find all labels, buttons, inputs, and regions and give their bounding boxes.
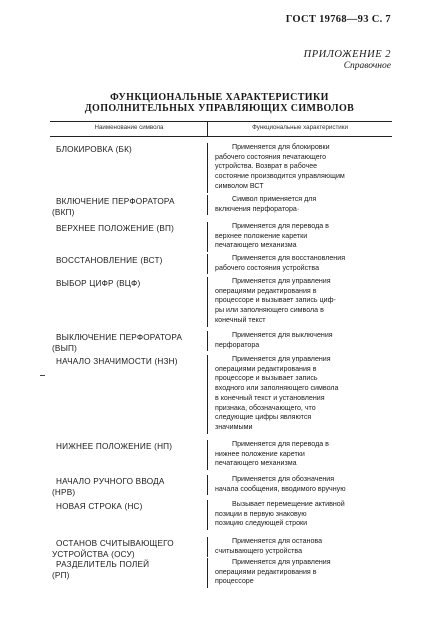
symbol-description bbox=[215, 500, 395, 529]
symbol-name bbox=[52, 223, 202, 234]
symbol-description-line: начала сообщения, вводимого вручную bbox=[215, 484, 346, 493]
description-bracket bbox=[207, 500, 211, 530]
symbol-description-line: Применяется для восстановления bbox=[232, 254, 346, 262]
symbol-name bbox=[52, 356, 202, 367]
description-bracket bbox=[207, 277, 211, 327]
symbol-name-line: (ВКП) bbox=[52, 208, 75, 217]
margin-mark bbox=[40, 375, 45, 376]
symbol-description-line: позицию следующей строки bbox=[215, 519, 308, 528]
symbol-description-line: ры или заполняющего символа в bbox=[215, 306, 324, 315]
description-bracket bbox=[207, 558, 211, 588]
symbol-name-line: ВЕРХНЕЕ ПОЛОЖЕНИЕ (ВП) bbox=[56, 224, 175, 233]
description-bracket bbox=[207, 254, 211, 274]
symbol-name bbox=[52, 441, 202, 452]
symbol-name-line: ОСТАНОВ СЧИТЫВАЮЩЕГО bbox=[56, 539, 174, 548]
symbol-name-line: ВЫКЛЮЧЕНИЕ ПЕРФОРАТОРА bbox=[56, 333, 183, 342]
symbol-description-line: признака, обозначающего, что bbox=[215, 403, 316, 412]
symbol-name bbox=[52, 144, 202, 155]
symbol-name bbox=[52, 332, 202, 354]
table-header-divider bbox=[207, 121, 208, 136]
symbol-description-line: операциями редактирования в bbox=[215, 364, 317, 373]
description-bracket bbox=[207, 440, 211, 470]
symbol-description-line: значимыми bbox=[215, 422, 253, 431]
document-title-line1: ФУНКЦИОНАЛЬНЫЕ ХАРАКТЕРИСТИКИ bbox=[110, 92, 329, 103]
description-bracket bbox=[207, 331, 211, 351]
symbol-name bbox=[52, 196, 202, 218]
symbol-description bbox=[215, 331, 395, 350]
symbol-description bbox=[215, 558, 395, 587]
symbol-name bbox=[52, 255, 202, 266]
symbol-name-line: НОВАЯ СТРОКА (НС) bbox=[56, 502, 143, 511]
symbol-name-line: ВОССТАНОВЛЕНИЕ (ВСТ) bbox=[56, 256, 163, 265]
symbol-description-line: Вызывает перемещение активной bbox=[232, 500, 345, 508]
symbol-description-line: символом ВСТ bbox=[215, 181, 264, 190]
symbol-name-line: РАЗДЕЛИТЕЛЬ ПОЛЕЙ bbox=[56, 560, 150, 569]
column-header-name: Наименование символа bbox=[94, 124, 164, 131]
appendix-note: Справочное bbox=[343, 61, 391, 71]
symbol-description-line: печатающего механизма bbox=[215, 459, 297, 468]
symbol-description bbox=[215, 254, 395, 273]
symbol-name-line: (НРВ) bbox=[52, 488, 76, 497]
symbol-name bbox=[52, 538, 202, 560]
symbol-name-line: ВКЛЮЧЕНИЕ ПЕРФОРАТОРА bbox=[56, 197, 175, 206]
symbol-name-line: НИЖНЕЕ ПОЛОЖЕНИЕ (НП) bbox=[56, 442, 173, 451]
symbol-name bbox=[52, 559, 202, 581]
document-title-line2: ДОПОЛНИТЕЛЬНЫХ УПРАВЛЯЮЩИХ СИМВОЛОВ bbox=[84, 103, 355, 114]
symbol-description-line: включения перфоратора· bbox=[215, 204, 300, 213]
symbol-description bbox=[215, 222, 395, 251]
symbol-description bbox=[215, 440, 395, 469]
description-bracket bbox=[207, 355, 211, 434]
symbol-description-line: Применяется для останова bbox=[232, 537, 323, 545]
symbol-description-line: Символ применяется для bbox=[232, 195, 317, 203]
appendix-title: ПРИЛОЖЕНИЕ 2 bbox=[303, 49, 391, 60]
symbol-description-line: процессоре и вызывает запись циф- bbox=[215, 296, 336, 305]
description-bracket bbox=[207, 537, 211, 557]
description-bracket bbox=[207, 222, 211, 252]
symbol-description-line: Применяется для блокировки bbox=[232, 143, 330, 151]
symbol-name-line: (ВЫП) bbox=[52, 344, 78, 353]
symbol-description-line: рабочего состояния печатающего bbox=[215, 152, 327, 161]
symbol-description-line: Применяется для управления bbox=[232, 558, 331, 566]
symbol-description-line: Применяется для обозначения bbox=[232, 475, 335, 483]
description-bracket bbox=[207, 143, 211, 193]
symbol-name bbox=[52, 278, 202, 289]
symbol-description-line: состояние производится управляющим bbox=[215, 172, 345, 181]
symbol-description bbox=[215, 277, 395, 326]
symbol-description-line: перфоратора bbox=[215, 340, 260, 349]
description-bracket bbox=[207, 195, 211, 215]
symbol-description-line: конечный текст bbox=[215, 315, 266, 324]
symbol-name-line: УСТРОЙСТВА (ОСУ) bbox=[52, 550, 135, 559]
symbol-description-line: входного или заполняющего символа bbox=[215, 384, 339, 393]
description-bracket bbox=[207, 475, 211, 495]
symbol-name-line: (РП) bbox=[52, 571, 70, 580]
symbol-description bbox=[215, 355, 395, 433]
symbol-description-line: Применяется для управления bbox=[232, 277, 331, 285]
symbol-description-line: операциями редактирования в bbox=[215, 567, 317, 576]
symbol-description-line: верхнее положение каретки bbox=[215, 231, 308, 240]
symbol-description-line: рабочего состояния устройства bbox=[215, 263, 320, 272]
symbol-description-line: Применяется для управления bbox=[232, 355, 331, 363]
table-top-rule bbox=[50, 121, 392, 122]
table-header-rule bbox=[50, 136, 392, 137]
symbol-description bbox=[215, 475, 395, 494]
symbol-description bbox=[215, 537, 395, 556]
symbol-description-line: позиции в первую знаковую bbox=[215, 509, 307, 518]
symbol-description-line: печатающего механизма bbox=[215, 241, 297, 250]
symbol-description-line: в конечный текст и установления bbox=[215, 393, 325, 402]
symbol-description-line: устройства. Возврат в рабочее bbox=[215, 162, 318, 171]
symbol-name bbox=[52, 501, 202, 512]
symbol-description bbox=[215, 143, 395, 192]
symbol-description-line: Применяется для перевода в bbox=[232, 440, 329, 448]
symbol-description-line: операциями редактирования в bbox=[215, 286, 317, 295]
symbol-description-line: процессоре bbox=[215, 577, 254, 586]
symbol-description-line: Применяется для перевода в bbox=[232, 222, 329, 230]
symbol-name-line: ВЫБОР ЦИФР (ВЦФ) bbox=[56, 279, 141, 288]
column-header-characteristics: Функциональные характеристики bbox=[252, 124, 348, 131]
symbol-name-line: НАЧАЛО РУЧНОГО ВВОДА bbox=[56, 477, 165, 486]
symbol-description bbox=[215, 195, 395, 214]
symbol-name-line: НАЧАЛО ЗНАЧИМОСТИ (НЗН) bbox=[56, 357, 178, 366]
symbol-description-line: считывающего устройства bbox=[215, 546, 303, 555]
symbol-name bbox=[52, 476, 202, 498]
symbol-description-line: процессоре и вызывает запись bbox=[215, 374, 318, 383]
symbol-description-line: следующие цифры являются bbox=[215, 413, 312, 422]
page-header: ГОСТ 19768—93 С. 7 bbox=[285, 14, 391, 25]
symbol-description-line: нижнее положение каретки bbox=[215, 449, 305, 458]
symbol-name-line: БЛОКИРОВКА (БК) bbox=[56, 145, 132, 154]
symbol-description-line: Применяется для выключения bbox=[232, 331, 333, 339]
